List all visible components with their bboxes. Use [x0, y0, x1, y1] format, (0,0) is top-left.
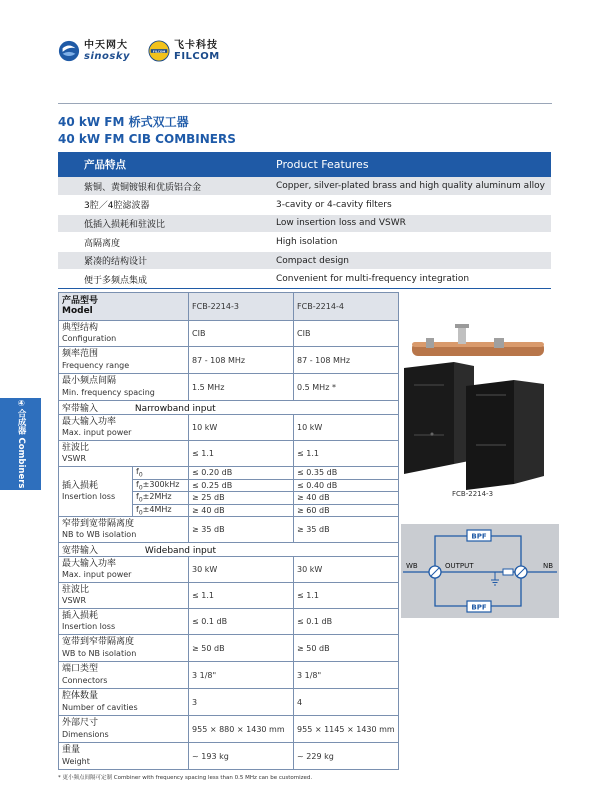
- spec-label-en: Frequency range: [62, 360, 130, 370]
- spec-row: [59, 635, 399, 662]
- spec-value: 1.5 MHz: [189, 374, 294, 401]
- section-row-narrowband: [59, 401, 399, 415]
- il-suffix: ±4MHz: [142, 504, 172, 514]
- spec-value: ≤ 1.1: [294, 583, 399, 609]
- section-title-cn: 宽带输入: [62, 546, 99, 557]
- il-sub: 0: [138, 484, 143, 492]
- feature-row: [58, 214, 551, 233]
- spec-value: 3 1/8": [189, 662, 294, 689]
- spec-row: [59, 321, 399, 347]
- feature-en: High isolation: [270, 233, 551, 252]
- section-title-cn: 窄带输入: [62, 404, 99, 414]
- model-label-en: Model: [62, 305, 93, 316]
- section-title: [59, 543, 399, 557]
- spec-label-en: Weight: [62, 756, 90, 766]
- nb-label: NB: [543, 562, 554, 570]
- footnote: * 更小频点间隔可定制 Combiner with frequency spacing less than 0.5 MHz can be customized.: [58, 775, 313, 781]
- spec-label-cn: 插入损耗: [62, 610, 99, 621]
- spec-label-en: Configuration: [62, 334, 117, 344]
- spec-value: 87 - 108 MHz: [189, 347, 294, 374]
- spec-value: ≤ 0.20 dB: [189, 467, 294, 480]
- spec-value: 3: [189, 689, 294, 716]
- spec-value: 10 kW: [294, 415, 399, 441]
- spec-label-en: WB to NB isolation: [62, 648, 137, 658]
- spec-value: ≥ 50 dB: [294, 635, 399, 662]
- feature-row: [58, 196, 551, 215]
- spec-label: [59, 517, 189, 543]
- section-title-en: Narrowband input: [134, 404, 216, 414]
- spec-table: [58, 292, 399, 770]
- il-condition: $f_0\pm 300kHz$: [133, 479, 189, 492]
- filcom-logo: [148, 40, 220, 62]
- spec-label-en: VSWR: [62, 596, 87, 606]
- feature-cn: 紫铜、黄铜镀银和优质铝合金: [58, 177, 270, 196]
- spec-row: [59, 583, 399, 609]
- spec-label-en: VSWR: [62, 454, 87, 464]
- spec-row: [59, 609, 399, 635]
- spec-value: 10 kW: [189, 415, 294, 441]
- spec-label: [59, 743, 189, 770]
- spec-value: ≥ 50 dB: [189, 635, 294, 662]
- feature-cn: 低插入损耗和驻波比: [58, 214, 270, 233]
- spec-label-cn: 腔体数量: [62, 691, 99, 702]
- sinosky-cn: 中天网大: [84, 39, 128, 51]
- spec-label-cn: 最大输入功率: [62, 416, 117, 427]
- spec-value: ~ 229 kg: [294, 743, 399, 770]
- spec-value: ≤ 0.35 dB: [294, 467, 399, 480]
- spec-label-cn: 驻波比: [62, 584, 90, 595]
- filcom-logo-icon: [148, 40, 170, 62]
- spec-label: [59, 467, 133, 517]
- section-title-en: Wideband input: [144, 546, 216, 557]
- filcom-cn: 飞卡科技: [174, 39, 218, 51]
- section-side-tab: [0, 398, 41, 490]
- feature-row: [58, 233, 551, 252]
- sinosky-en: sinosky: [84, 50, 130, 62]
- spec-value: ≥ 35 dB: [294, 517, 399, 543]
- spec-label-en: Connectors: [62, 675, 108, 685]
- feature-row: [58, 251, 551, 270]
- spec-row: [59, 415, 399, 441]
- il-sub: 0: [138, 471, 143, 479]
- page-title-cn: 40 kW FM 桥式双工器: [58, 115, 189, 129]
- spec-value: ≤ 0.40 dB: [294, 479, 399, 492]
- spec-label: [59, 689, 189, 716]
- spec-value: ≤ 1.1: [294, 441, 399, 467]
- feature-en: Compact design: [270, 251, 551, 270]
- spec-value: CIB: [294, 321, 399, 347]
- spec-label: [59, 635, 189, 662]
- spec-value: ≤ 0.1 dB: [294, 609, 399, 635]
- brand-logos: [58, 40, 220, 62]
- feature-cn: 紧凑的结构设计: [58, 251, 270, 270]
- features-header: [58, 152, 551, 177]
- spec-value: ≥ 60 dB: [294, 504, 399, 517]
- spec-value: 30 kW: [294, 557, 399, 583]
- spec-label: [59, 662, 189, 689]
- wb-label: WB: [406, 562, 418, 570]
- spec-row: [59, 662, 399, 689]
- spec-label-cn: 端口类型: [62, 664, 99, 675]
- spec-label-en: Max. input power: [62, 428, 132, 438]
- il-sub: 0: [138, 496, 143, 504]
- spec-label-en: Min. frequency spacing: [62, 387, 155, 397]
- spec-label-en: Number of cavities: [62, 702, 138, 712]
- spec-label-cn: 宽带到窄带隔离度: [62, 637, 135, 648]
- spec-value: ≤ 1.1: [189, 583, 294, 609]
- feature-row: [58, 270, 551, 289]
- spec-label: [59, 374, 189, 401]
- spec-label: [59, 441, 189, 467]
- il-condition: $f_0\pm 4MHz$: [133, 504, 189, 517]
- bpf-top-label: BPF: [471, 532, 487, 541]
- spec-label-en: NB to WB isolation: [62, 530, 137, 540]
- spec-row: [59, 517, 399, 543]
- model-b: FCB-2214-4: [294, 293, 399, 321]
- spec-value: ~ 193 kg: [189, 743, 294, 770]
- model-label: [59, 293, 189, 321]
- feature-en: Copper, silver-plated brass and high quality aluminum alloy: [270, 177, 551, 196]
- spec-row: [59, 347, 399, 374]
- spec-header-row: [59, 293, 399, 321]
- spec-value: 4: [294, 689, 399, 716]
- header-divider: [58, 103, 552, 104]
- spec-value: CIB: [189, 321, 294, 347]
- spec-label-en: Insertion loss: [62, 622, 116, 632]
- spec-value: ≥ 40 dB: [294, 492, 399, 505]
- spec-row: [59, 689, 399, 716]
- spec-label: [59, 609, 189, 635]
- output-label: OUTPUT: [445, 562, 474, 570]
- spec-value: ≥ 35 dB: [189, 517, 294, 543]
- spec-value: ≤ 0.1 dB: [189, 609, 294, 635]
- filcom-mark-text: FILCOM: [152, 49, 166, 54]
- spec-value: ≤ 1.1: [189, 441, 294, 467]
- il-condition: $f_0$: [133, 467, 189, 480]
- spec-label: [59, 716, 189, 743]
- spec-value: 30 kW: [189, 557, 294, 583]
- spec-value: 87 - 108 MHz: [294, 347, 399, 374]
- spec-row: [59, 557, 399, 583]
- block-diagram: [401, 524, 559, 618]
- spec-label-cn: 外部尺寸: [62, 718, 99, 729]
- spec-label-cn: 典型结构: [62, 322, 99, 333]
- il-sub: 0: [138, 509, 143, 517]
- spec-label-cn: 插入损耗: [62, 480, 99, 491]
- spec-value: ≤ 0.25 dB: [189, 479, 294, 492]
- bpf-bottom-label: BPF: [471, 603, 487, 612]
- spec-label: [59, 321, 189, 347]
- feature-cn: 便于多频点集成: [58, 270, 270, 289]
- spec-row: [59, 441, 399, 467]
- features-table: [58, 152, 551, 289]
- spec-value: ≥ 40 dB: [189, 504, 294, 517]
- spec-row-il: [59, 467, 399, 480]
- spec-label-cn: 重量: [62, 745, 81, 756]
- filcom-en: FILCOM: [174, 50, 220, 62]
- feature-row: [58, 177, 551, 196]
- spec-value: ≥ 25 dB: [189, 492, 294, 505]
- spec-row: [59, 374, 399, 401]
- feature-en: Convenient for multi-frequency integration: [270, 270, 551, 289]
- spec-label-cn: 窄带到宽带隔离度: [62, 518, 135, 529]
- section-row-wideband: [59, 543, 399, 557]
- model-a: FCB-2214-3: [189, 293, 294, 321]
- spec-label-cn: 最小频点间隔: [62, 376, 117, 387]
- feature-cn: 3腔／4腔滤波器: [58, 196, 270, 215]
- il-suffix: ±300kHz: [142, 479, 180, 489]
- feature-cn: 高隔离度: [58, 233, 270, 252]
- spec-row: [59, 716, 399, 743]
- spec-label: [59, 415, 189, 441]
- spec-label: [59, 583, 189, 609]
- spec-row: [59, 743, 399, 770]
- photo-caption: FCB-2214-3: [452, 490, 494, 498]
- il-suffix: ±2MHz: [142, 492, 172, 502]
- spec-value: 955 × 880 × 1430 mm: [189, 716, 294, 743]
- il-condition: $f_0\pm 2MHz$: [133, 492, 189, 505]
- feature-en: 3-cavity or 4-cavity filters: [270, 196, 551, 215]
- features-header-en: Product Features: [270, 152, 551, 177]
- model-label-cn: 产品型号: [62, 296, 99, 307]
- spec-label-en: Max. input power: [62, 570, 132, 580]
- page-title-en: 40 kW FM CIB COMBINERS: [58, 132, 236, 146]
- spec-label-en: Insertion loss: [62, 492, 116, 502]
- spec-label-en: Dimensions: [62, 729, 109, 739]
- spec-value: 0.5 MHz *: [294, 374, 399, 401]
- spec-label: [59, 347, 189, 374]
- sinosky-logo-icon: [58, 40, 80, 62]
- section-title: [59, 401, 399, 415]
- spec-label-cn: 最大输入功率: [62, 558, 117, 569]
- spec-value: 955 × 1145 × 1430 mm: [294, 716, 399, 743]
- side-tab-label: ④合成器 Combiners: [16, 399, 27, 489]
- sinosky-logo: [58, 40, 130, 62]
- features-header-cn: 产品特点: [58, 152, 270, 177]
- spec-label-cn: 频率范围: [62, 349, 99, 360]
- feature-en: Low insertion loss and VSWR: [270, 214, 551, 233]
- spec-value: 3 1/8": [294, 662, 399, 689]
- spec-label: [59, 557, 189, 583]
- product-photo: [404, 324, 552, 490]
- spec-label-cn: 驻波比: [62, 442, 90, 453]
